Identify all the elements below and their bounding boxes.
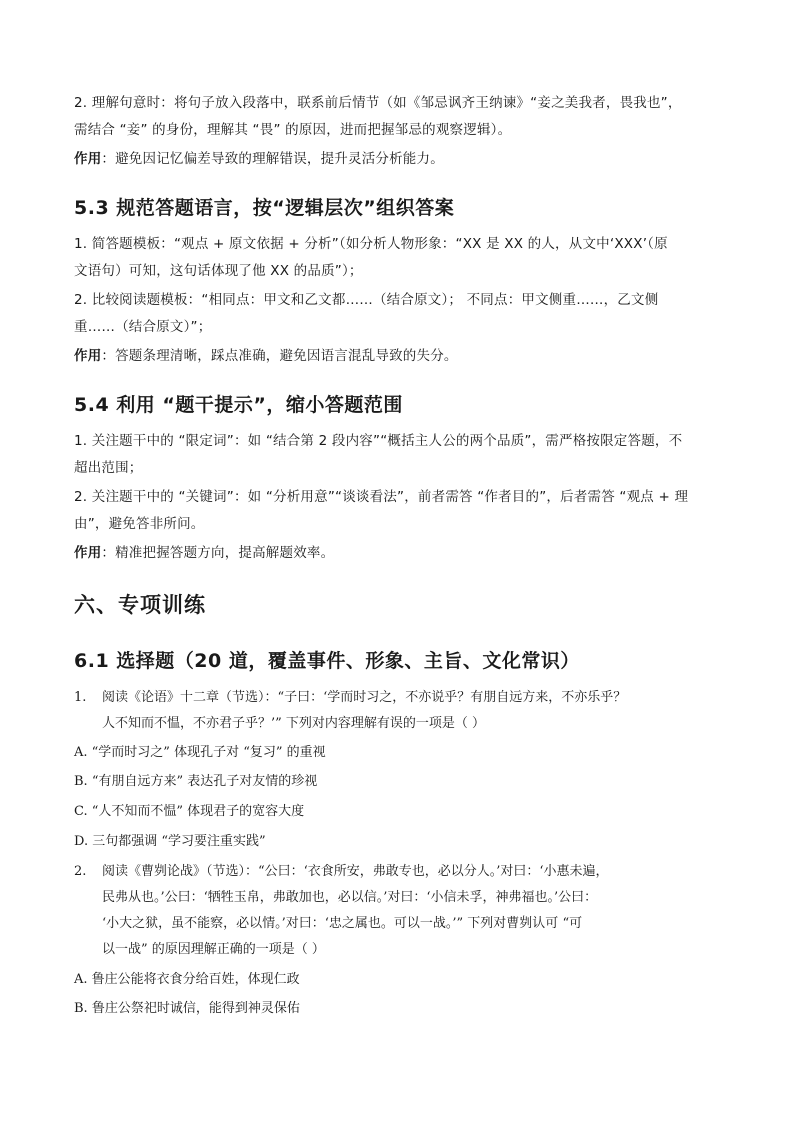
question-number: 1. bbox=[74, 690, 87, 705]
section-5-3-heading: 5.3 规范答题语言，按“逻辑层次”组织答案 bbox=[74, 197, 455, 219]
question-2-line1: 阅读《曹刿论战》（节选）：“公曰：‘衣食所安，弗敢专也，必以分人。’对曰：‘小惠未遍， bbox=[102, 864, 609, 879]
s54-point-2-line1: 2. 关注题干中的 “关键词”：如 “分析用意”“谈谈看法”，前者需答 “作者目的”，后者需答 “观点 + 理 bbox=[74, 489, 689, 505]
question-1-line1: 阅读《论语》十二章（节选）：“子曰：‘学而时习之，不亦说乎？有朋自远方来，不亦乐乎？ bbox=[102, 690, 627, 705]
s52-effect bbox=[74, 146, 734, 173]
s54-point-1-line1: 1. 关注题干中的 “限定词”：如 “结合第 2 段内容”“概括主人公的两个品质”，需严格按限定答题，不 bbox=[74, 433, 683, 449]
effect-text: ：答题条理清晰，踩点准确，避免因语言混乱导致的失分。 bbox=[101, 348, 458, 364]
s52-point-2 bbox=[74, 90, 734, 144]
s53-point-1-line1: 1. 简答题模板：“观点 + 原文依据 + 分析”（如分析人物形象：“XX 是 XX 的人，从文中‘XXX’（原 bbox=[74, 236, 668, 252]
s54-effect bbox=[74, 540, 734, 567]
s53-point-2-line2: 重……（结合原文）”； bbox=[74, 319, 212, 335]
section-5-4-heading: 5.4 利用 “题干提示”，缩小答题范围 bbox=[74, 394, 403, 416]
section-6-1-heading: 6.1 选择题（20 道，覆盖事件、形象、主旨、文化常识） bbox=[74, 650, 580, 672]
s54-point-1-line2: 超出范围； bbox=[74, 460, 143, 476]
s54-point-1 bbox=[74, 428, 734, 482]
s52-point-2-line1: 2. 理解句意时：将句子放入段落中，联系前后情节（如《邹忌讽齐王纳谏》“妾之美我者，畏我也”， bbox=[74, 95, 682, 111]
effect-label: 作用 bbox=[74, 151, 102, 167]
question-1-option-c: C. “人不知而不愠” 体现君子的宽容大度 bbox=[74, 804, 305, 819]
question-2-line4: 以一战” 的原因理解正确的一项是（ ） bbox=[102, 942, 325, 957]
s53-effect bbox=[74, 343, 734, 370]
question-1-option-d: D. 三句都强调 “学习要注重实践” bbox=[74, 834, 266, 849]
question-2-option-b: B. 鲁庄公祭祀时诚信，能得到神灵保佑 bbox=[74, 1001, 300, 1016]
question-2-option-a: A. 鲁庄公能将衣食分给百姓，体现仁政 bbox=[74, 972, 300, 987]
effect-text: ：避免因记忆偏差导致的理解错误，提升灵活分析能力。 bbox=[101, 151, 444, 167]
chapter-6-heading: 六、专项训练 bbox=[74, 593, 206, 617]
s54-point-2 bbox=[74, 484, 734, 538]
s54-point-2-line2: 由”，避免答非所问。 bbox=[74, 516, 205, 532]
effect-label: 作用 bbox=[74, 348, 102, 364]
question-2 bbox=[74, 859, 734, 963]
s53-point-1-line2: 文语句）可知，这句话体现了他 XX 的品质”）； bbox=[74, 263, 363, 279]
question-1-option-a: A. “学而时习之” 体现孔子对 “复习” 的重视 bbox=[74, 745, 326, 760]
s53-point-1 bbox=[74, 231, 734, 285]
s52-point-2-line2: 需结合 “妾” 的身份，理解其 “畏” 的原因，进而把握邹忌的观察逻辑）。 bbox=[74, 122, 512, 138]
effect-label: 作用 bbox=[74, 545, 102, 561]
question-1 bbox=[74, 685, 734, 737]
s53-point-2 bbox=[74, 287, 734, 341]
question-2-line3: ‘小大之狱，虽不能察，必以情。’对曰：‘忠之属也。可以一战。’” 下列对曹刿认可 “可 bbox=[102, 916, 583, 931]
question-2-line2: 民弗从也。’公曰：‘牺牲玉帛，弗敢加也，必以信。’对曰：‘小信未孚，神弗福也。’公曰： bbox=[102, 890, 598, 905]
effect-text: ：精准把握答题方向，提高解题效率。 bbox=[101, 545, 335, 561]
question-1-line2: 人不知而不愠，不亦君子乎？’” 下列对内容理解有误的一项是（ ） bbox=[102, 716, 486, 731]
question-1-option-b: B. “有朋自远方来” 表达孔子对友情的珍视 bbox=[74, 774, 318, 789]
question-number: 2. bbox=[74, 864, 87, 879]
s53-point-2-line1: 2. 比较阅读题模板：“相同点：甲文和乙文都……（结合原文）； 不同点：甲文侧重……，乙文侧 bbox=[74, 292, 659, 308]
